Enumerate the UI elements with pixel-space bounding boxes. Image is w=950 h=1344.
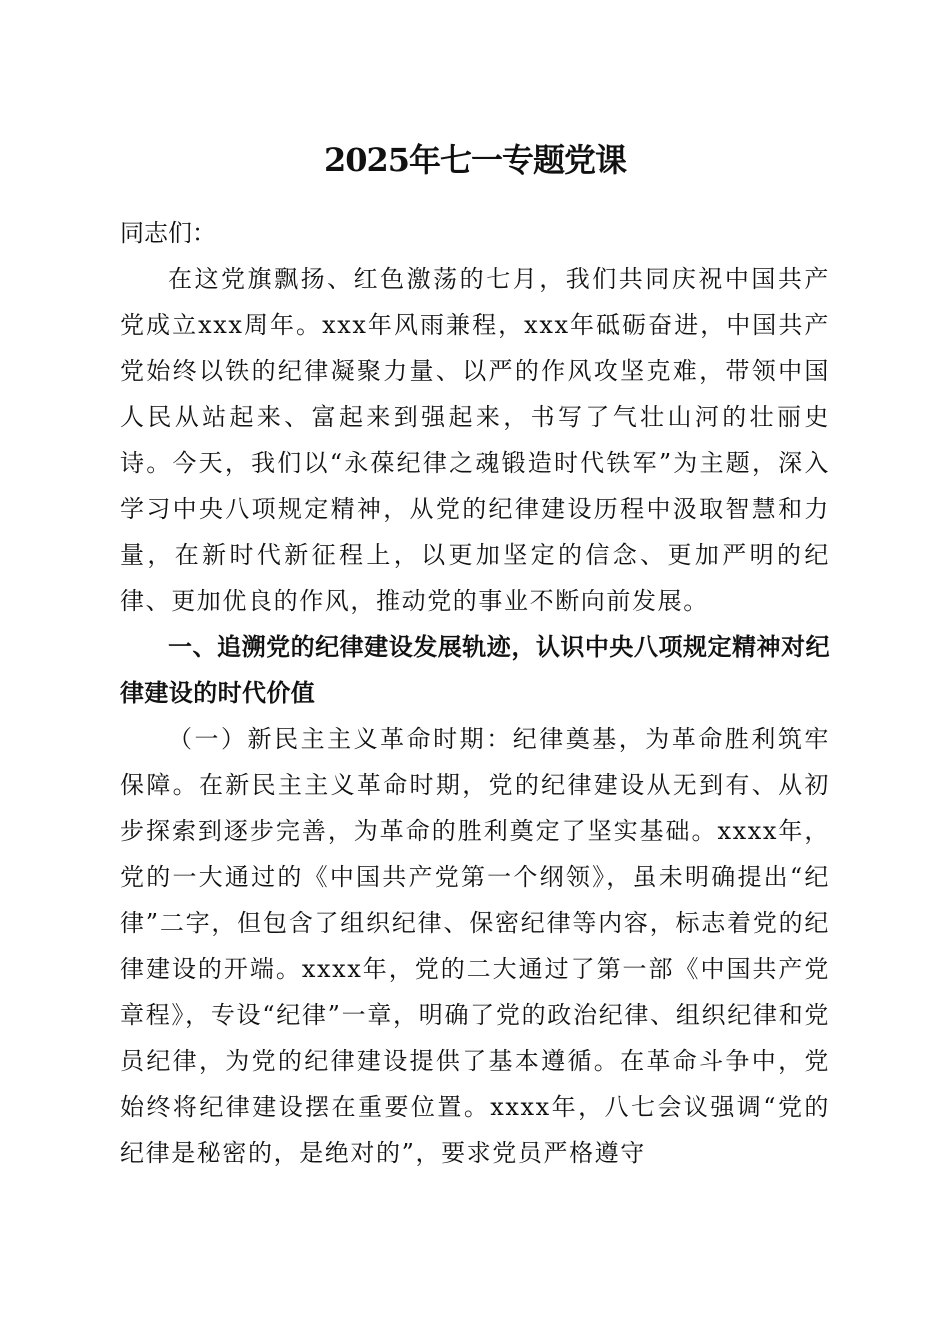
subsection-paragraph: （一）新民主主义革命时期：纪律奠基，为革命胜利筑牢保障。在新民主主义革命时期，党的纪律建设从无到有、从初步探索到逐步完善，为革命的胜利奠定了坚实基础。xxxx年，党的一大通过的《中国共产党第一个纲领》，虽未明确提出“纪律”二字，但包含了组织纪律、保密纪律等内容，标志着党的纪律建设的开端。xxxx年，党的二大通过了第一部《中国共产党章程》，专设“纪律”一章，明确了党的政治纪律、组织纪律和党员纪律，为党的纪律建设提供了基本遵循。在革命斗争中，党始终将纪律建设摆在重要位置。xxxx年，八七会议强调“党的纪律是秘密的，是绝对的”，要求党员严格遵守 <box>120 725 830 1167</box>
intro-paragraph: 在这党旗飘扬、红色激荡的七月，我们共同庆祝中国共产党成立xxx周年。xxx年风雨兼程，xxx年砥砺奋进，中国共产党始终以铁的纪律凝聚力量、以严的作风攻坚克难，带领中国人民从站起来、富起来到强起来，书写了气壮山河的壮丽史诗。今天，我们以“永葆纪律之魂锻造时代铁军”为主题，深入学习中央八项规定精神，从党的纪律建设历程中汲取智慧和力量，在新时代新征程上，以更加坚定的信念、更加严明的纪律、更加优良的作风，推动党的事业不断向前发展。 <box>120 265 830 615</box>
section-heading: 一、追溯党的纪律建设发展轨迹，认识中央八项规定精神对纪律建设的时代价值 <box>120 633 830 707</box>
document-body <box>120 210 830 1176</box>
greeting: 同志们： <box>120 219 216 247</box>
document-title: 2025年七一专题党课 <box>323 141 627 179</box>
